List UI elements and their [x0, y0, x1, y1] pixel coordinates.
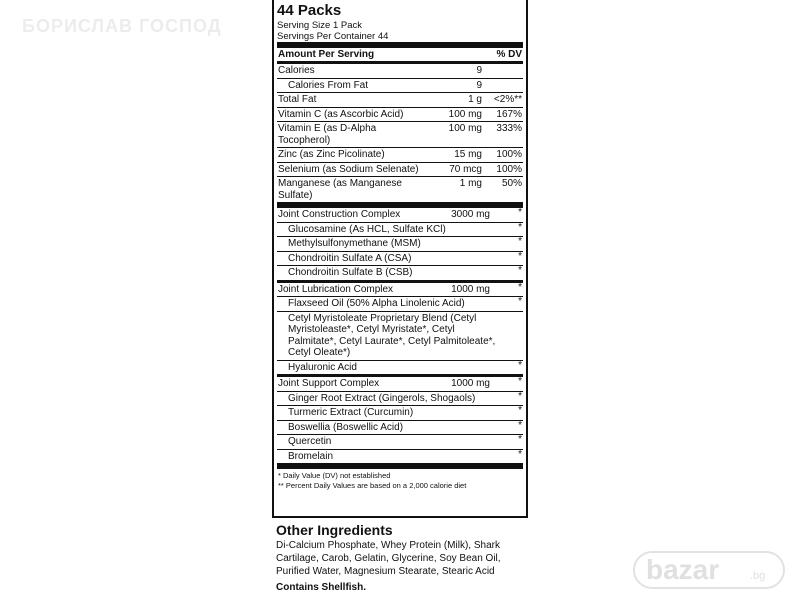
bazar-logo [632, 548, 792, 592]
table-row: Vitamin C (as Ascorbic Acid) 100 mg 167% [278, 108, 522, 120]
table-row: Boswellia (Boswellic Acid) * [277, 420, 523, 435]
table-row: Zinc (as Zinc Picolinate) 15 mg 100% [278, 149, 522, 160]
table-row: Selenium (as Sodium Selenate) 70 mcg 100% [278, 163, 522, 175]
table-row: Hyaluronic Acid * [277, 360, 523, 375]
other-ingredients-title: Other Ingredients [276, 522, 393, 538]
watermark-text: БОРИСЛАВ ГОСПОД [22, 16, 222, 36]
contains-shellfish: Contains Shellfish. [276, 582, 367, 593]
table-row: Glucosamine (As HCL, Sulfate KCl) * [277, 222, 523, 237]
amount-per-serving-label: Amount Per Serving [278, 49, 375, 60]
table-row: Calories From Fat 9 [277, 78, 523, 93]
other-ingredients-section [276, 522, 526, 594]
table-header [277, 48, 523, 61]
table-row: Cetyl Myristoleate Proprietary Blend (Cetyl Myristoleaste*, Cetyl Myristate*, Cetyl Palmitate*, Cetyl Laurate*, Cetyl Palmitoleate*, Cetyl Oleate*) [277, 311, 523, 360]
footnote-calorie: ** Percent Daily Values are based on a 2,000 calorie diet [278, 481, 467, 490]
table-row: Chondroitin Sulfate A (CSA) * [277, 251, 523, 266]
table-row: Vitamin E (as D-Alpha Tocopherol) 100 mg 333% [278, 123, 522, 146]
servings-per-container: Servings Per Container 44 [277, 31, 389, 42]
table-row: Bromelain * [277, 449, 523, 464]
supplement-facts-panel [272, 0, 528, 518]
dv-label: % DV [496, 49, 522, 60]
table-row: Chondroitin Sulfate B (CSB) * [277, 265, 523, 280]
footnote-dv: * Daily Value (DV) not established [278, 471, 391, 480]
table-row: Ginger Root Extract (Gingerols, Shogaols) * [277, 391, 523, 406]
table-row: Calories 9 [278, 65, 482, 76]
other-ingredients-text: Di-Calcium Phosphate, Whey Protein (Milk), Shark Cartilage, Carob, Gelatin, Glycerine, Soy Bean Oil, Purified Water, Magnesium Stearate, Stearic Acid [276, 540, 501, 577]
table-row: Joint Support Complex 1000 mg * [278, 376, 522, 389]
table-row: Joint Lubrication Complex 1000 mg * [278, 281, 522, 295]
table-row: Flaxseed Oil (50% Alpha Linolenic Acid) * [277, 296, 523, 311]
bazar-logo-icon [632, 548, 792, 592]
table-row: Quercetin * [277, 434, 523, 449]
packs-title: 44 Packs [277, 2, 342, 19]
logo-suffix: .bg [750, 570, 766, 582]
table-row: Joint Construction Complex 3000 mg * [277, 202, 523, 222]
footnotes [277, 469, 523, 491]
table-row: Manganese (as Manganese Sulfate) 1 mg 50% [278, 178, 522, 201]
table-row: Turmeric Extract (Curcumin) * [277, 405, 523, 420]
logo-text: bazar [646, 554, 720, 585]
table-row: Total Fat 1 g <2%** [278, 94, 522, 105]
table-row: Methylsulfonymethane (MSM) * [277, 236, 523, 251]
serving-size: Serving Size 1 Pack [277, 20, 363, 31]
